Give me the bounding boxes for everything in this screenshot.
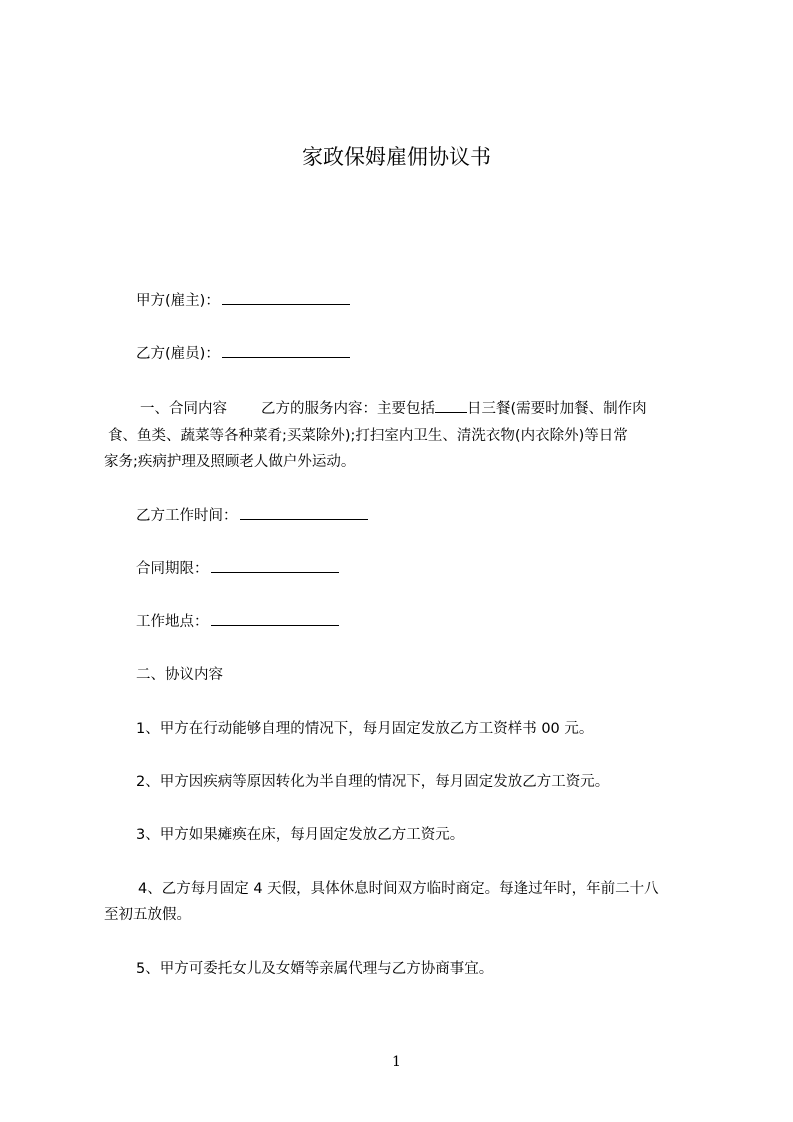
section1-heading: 一、合同内容 bbox=[140, 401, 227, 417]
contract-term-line bbox=[136, 556, 339, 582]
clause-1: 1、甲方在行动能够自理的情况下，每月固定发放乙方工资样书 00 元。 bbox=[136, 721, 594, 737]
party-a-blank bbox=[222, 290, 350, 305]
work-place-line bbox=[136, 609, 339, 635]
work-time-line bbox=[136, 503, 368, 529]
work-time-label: 乙方工作时间： bbox=[136, 508, 238, 524]
party-b-label: 乙方(雇员)： bbox=[136, 346, 220, 362]
section2-heading: 二、协议内容 bbox=[136, 667, 223, 683]
work-time-blank bbox=[240, 505, 368, 520]
meals-blank bbox=[435, 398, 467, 413]
party-a-label: 甲方(雇主)： bbox=[136, 293, 220, 309]
section1-text-b: 日三餐(需要时加餐、制作肉 bbox=[467, 401, 647, 417]
clause-4-line1: 4、乙方每月固定 4 天假，具体休息时间双方临时商定。每逢过年时，年前二十八 bbox=[138, 881, 659, 897]
clause-3: 3、甲方如果瘫痪在床，每月固定发放乙方工资元。 bbox=[136, 827, 465, 843]
contract-term-blank bbox=[211, 558, 339, 573]
party-a-line bbox=[136, 288, 350, 314]
section1-line3: 家务;疾病护理及照顾老人做户外运动。 bbox=[104, 454, 356, 470]
section1-line1 bbox=[140, 396, 647, 422]
section1-text-a: 乙方的服务内容：主要包括 bbox=[261, 401, 435, 417]
party-b-blank bbox=[222, 343, 350, 358]
work-place-blank bbox=[211, 611, 339, 626]
clause-2: 2、甲方因疾病等原因转化为半自理的情况下，每月固定发放乙方工资元。 bbox=[136, 774, 610, 790]
clause-4-line2: 至初五放假。 bbox=[104, 907, 191, 923]
contract-term-label: 合同期限： bbox=[136, 561, 209, 577]
page-number: 1 bbox=[392, 1054, 401, 1070]
clause-5: 5、甲方可委托女儿及女婿等亲属代理与乙方协商事宜。 bbox=[136, 961, 494, 977]
document-title: 家政保姆雇佣协议书 bbox=[302, 145, 491, 169]
party-b-line bbox=[136, 341, 350, 367]
work-place-label: 工作地点： bbox=[136, 614, 209, 630]
section1-line2: 食、鱼类、蔬菜等各种菜肴;买菜除外);打扫室内卫生、清洗衣物(内衣除外)等日常 bbox=[108, 428, 628, 444]
